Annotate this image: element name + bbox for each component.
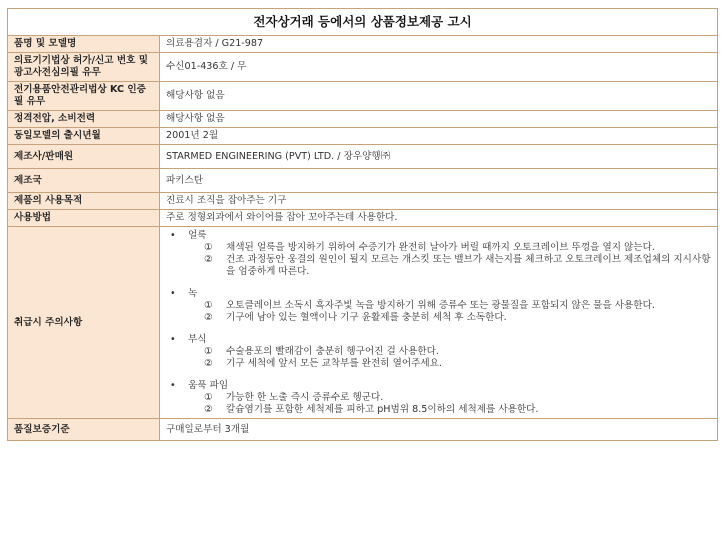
item-number: ②: [204, 254, 213, 265]
row-value: 주로 정형외과에서 와이어를 잡아 꼬아주는데 사용한다.: [160, 210, 718, 227]
item-text: 오토클레이브 소독시 흑자주빛 녹을 방지하기 위해 증류수 또는 광물질을 포함되지 않은 물을 사용한다.: [226, 300, 655, 311]
row-value: 2001년 2월: [160, 128, 718, 145]
list-item: [166, 346, 711, 358]
row-value: 의료용겸자 / G21-987: [160, 36, 718, 53]
item-text: 채색된 얼룩을 방지하기 위하여 수증기가 완전히 날아가 버릴 때까지 오토크레이브 뚜껑을 열지 않는다.: [226, 242, 655, 253]
row-label: 품명 및 모델명: [8, 36, 160, 53]
table-row: [8, 82, 718, 111]
table-title: 전자상거래 등에서의 상품정보제공 고시: [8, 9, 718, 36]
row-label: 의료기기법상 허가/신고 번호 및 광고사전심의필 유무: [8, 53, 160, 82]
care-section-stain: [166, 230, 711, 242]
care-section-title: 녹: [188, 288, 198, 299]
row-label: 정격전압, 소비전력: [8, 111, 160, 128]
list-item: [166, 300, 711, 312]
row-label: 품질보증기준: [8, 419, 160, 441]
care-row: [8, 227, 718, 419]
item-text: 건조 과정동안 웅결의 원인이 될지 모르는 개스킷 또는 밸브가 새는지를 체크하고 오토크레이브 제조업체의 지시사항을 엄중하게 따른다.: [226, 254, 711, 277]
row-label: 제조국: [8, 169, 160, 193]
row-value: 파키스탄: [160, 169, 718, 193]
table-row: [8, 193, 718, 210]
list-item: [166, 312, 711, 324]
care-section-title: 얼룩: [188, 230, 207, 241]
row-value: 구매일로부터 3개월: [160, 419, 718, 441]
row-value: STARMED ENGINEERING (PVT) LTD. / 장우양행㈜: [160, 145, 718, 169]
row-label: 전기용품안전관리법상 KC 인증 필 유무: [8, 82, 160, 111]
table-row: [8, 169, 718, 193]
item-text: 수술용포의 빨래감이 충분히 헹구어진 걸 사용한다.: [226, 346, 439, 357]
care-section-title: 부식: [188, 334, 207, 345]
row-value: 해당사항 없음: [160, 111, 718, 128]
care-label: 취급시 주의사항: [8, 227, 160, 419]
row-value: 해당사항 없음: [160, 82, 718, 111]
row-label: 제품의 사용목적: [8, 193, 160, 210]
row-label: 동일모델의 출시년월: [8, 128, 160, 145]
row-label: 제조사/판매원: [8, 145, 160, 169]
item-number: ②: [204, 404, 213, 415]
row-value: 진료시 조직을 잡아주는 기구: [160, 193, 718, 210]
care-section-pitting: [166, 380, 711, 392]
item-text: 기구 세척에 앞서 모든 교착부를 완전히 열어주세요.: [226, 358, 442, 369]
table-row: [8, 111, 718, 128]
care-section-title: 움푹 파임: [188, 380, 229, 391]
item-number: ②: [204, 358, 213, 369]
row-value: 수신01-436호 / 무: [160, 53, 718, 82]
item-number: ②: [204, 312, 213, 323]
list-item: [166, 358, 711, 370]
bullet-icon: •: [170, 380, 176, 391]
care-section-rust: [166, 288, 711, 300]
item-text: 가능한 한 노출 즉시 증류수로 헹군다.: [226, 392, 384, 403]
bullet-icon: •: [170, 230, 176, 241]
product-info-table: [7, 8, 718, 441]
item-number: ①: [204, 392, 213, 403]
item-number: ①: [204, 242, 213, 253]
item-text: 칼슘염기를 포함한 세척제를 피하고 pH범위 8.5이하의 세척제를 사용한다.: [226, 404, 539, 415]
care-instructions: [160, 227, 718, 419]
table-row: [8, 210, 718, 227]
list-item: [166, 242, 711, 254]
list-item: [166, 254, 711, 278]
table-row: [8, 128, 718, 145]
row-label: 사용방법: [8, 210, 160, 227]
bullet-icon: •: [170, 288, 176, 299]
table-row: [8, 419, 718, 441]
item-text: 기구에 남아 있는 혈액이나 기구 윤활제를 충분히 세척 후 소독한다.: [226, 312, 507, 323]
item-number: ①: [204, 346, 213, 357]
care-section-corrosion: [166, 334, 711, 346]
product-info-notice: [7, 8, 717, 441]
table-row: [8, 53, 718, 82]
list-item: [166, 404, 711, 416]
table-row: [8, 36, 718, 53]
table-row: [8, 145, 718, 169]
list-item: [166, 392, 711, 404]
item-number: ①: [204, 300, 213, 311]
bullet-icon: •: [170, 334, 176, 345]
